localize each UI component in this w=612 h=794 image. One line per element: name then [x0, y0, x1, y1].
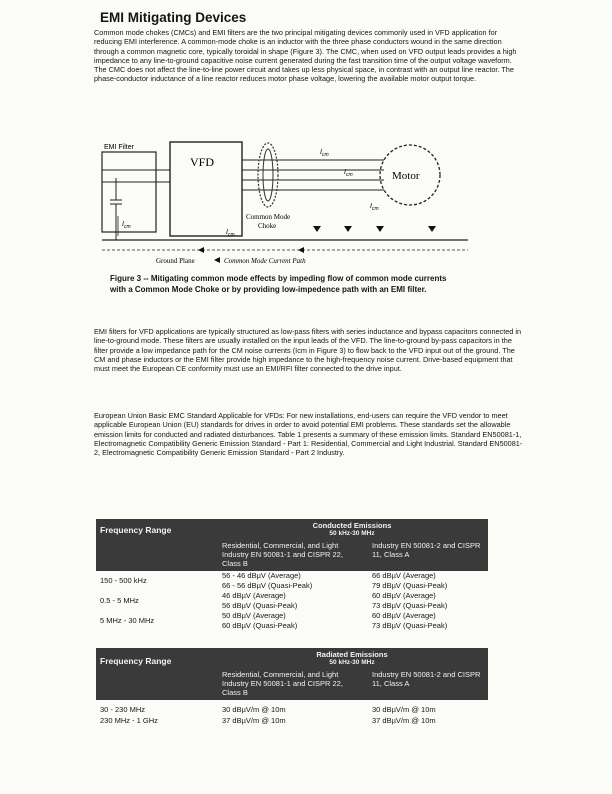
emi-filter-paragraph: EMI filters for VFD applications are typically structured as low-pass filters with series inductance and bypass capacitors connected in line-to-ground mode. These filters are usually installed on the input leads of the VFD. The line-to-ground by-pass capacitors in the filter provide a low impedance path for the CM noise currents (Icm in Figure 3) to flow back to the VFD input out of the ground. The CM and phase inductors or the EMI filter provide high impedance to the high-frequency noise current. Drive-based equipment that must meet the European CE conformity must use an EMI/RFI filter connected to the drive input. [94, 327, 522, 374]
table-row: 5 MHz - 30 MHz 50 dBµV (Average) 60 dBµV (Quasi-Peak) 60 dBµV (Average) 73 dBµV (Quasi-Peak) [100, 611, 448, 630]
svg-text:Icm: $I_{cm}$ [320, 149, 329, 158]
conducted-header [96, 519, 488, 571]
icm-filter-label: $I_{cm}$ [122, 221, 131, 230]
radiated-col2-header: Industry EN 50081-2 and CISPR 11, Class A [372, 670, 481, 688]
common-mode-choke [258, 143, 278, 207]
figure-3-diagram [88, 140, 478, 268]
eu-standard-paragraph: European Union Basic EMC Standard Applicable for VFDs: For new installations, end-users can require the VFD vendor to meet applicable European Union (EU) standards for drives in order to avoid potential EMI problems. These standards set the allowable emission limits for conducted and radiated disturbances. Table 1 presents a summary of these emission limits. Standard EN50081-1, Electromagnetic Compatibility Generic Emission Standard - Part 1: Residential, Commercial and Light Industrial. Standard EN50081-2, Electromagnetic Compatibility Generic Emission Standard - Part 2 Industry. [94, 411, 523, 458]
cm-current-path-label: Common Mode Current Path [224, 257, 306, 265]
figure-caption: Figure 3 -- Mitigating common mode effects by impeding flow of common mode currents with a Common Mode Choke or by providing low-impedence path with an EMI filter. [110, 274, 447, 294]
table-row: 30 - 230 MHz 30 dBµV/m @ 10m 30 dBµV/m @ 10m [100, 705, 436, 714]
table-row: 0.5 - 5 MHz 46 dBµV (Average) 56 dBµV (Quasi-Peak) 60 dBµV (Average) 73 dBµV (Quasi-Peak) [100, 591, 448, 610]
radiated-range: 50 kHz-30 MHz [329, 659, 375, 666]
conducted-range: 50 kHz-30 MHz [329, 530, 375, 537]
svg-text:Icm: $I_{cm}$ [370, 203, 379, 212]
conducted-title: Conducted Emissions [312, 521, 392, 530]
radiated-emissions-table [96, 648, 488, 726]
conducted-col2-header: Industry EN 50081-2 and CISPR 11, Class A [372, 541, 481, 559]
radiated-title: Radiated Emissions [316, 650, 388, 659]
intro-paragraph: Common mode chokes (CMCs) and EMI filters are the two principal mitigating devices commonly used in VFD application for reducing EMI interference. A common-mode choke is an inductor with the three phase conductors wound in the same direction through a common magnetic core, typically toroidal in shape (Figure 3). The CMC, when used on VFD output leads provides a high impedance to any line-to-ground capacitive noise current generated during the fast transition time of the output voltage waveform. The CMC does not affect the line-to-line power circuit and takes up less physical space, in contrast with an output line reactor. The phase-conductor inductance of a line reactor reduces motor phase voltage, lowering the available motor output torque. [94, 28, 517, 84]
radiated-header [96, 648, 488, 700]
table-row: 150 - 500 kHz 56 - 46 dBµV (Average) 66 - 56 dBµV (Quasi-Peak) 66 dBµV (Average) 79 dBµV (Quasi-Peak) [100, 571, 448, 590]
freq-range-header: Frequency Range [100, 525, 172, 535]
section-title: EMI Mitigating Devices [100, 10, 247, 25]
ground-plane-label: Ground Plane [156, 257, 195, 265]
table-row: 230 MHz - 1 GHz 37 dBµV/m @ 10m 37 dBµV/m @ 10m [100, 716, 436, 725]
conducted-col1-header: Residential, Commercial, and Light Industry EN 50081-1 and CISPR 22, Class B [222, 541, 343, 568]
emi-filter-label: EMI Filter [104, 144, 134, 151]
motor-label: Motor [392, 170, 420, 182]
vfd-label: VFD [190, 155, 215, 169]
radiated-col1-header: Residential, Commercial, and Light Industry EN 50081-1 and CISPR 22, Class B [222, 670, 343, 697]
conducted-emissions-table [96, 519, 488, 631]
svg-text:Icm: $I_{cm}$ [344, 169, 353, 178]
emi-filter-box [102, 152, 156, 232]
choke-label-line2: Choke [258, 222, 277, 230]
choke-label-line1: Common Mode [246, 213, 291, 221]
freq-range-header: Frequency Range [100, 656, 172, 666]
svg-text:Icm: $I_{cm}$ [226, 229, 235, 238]
